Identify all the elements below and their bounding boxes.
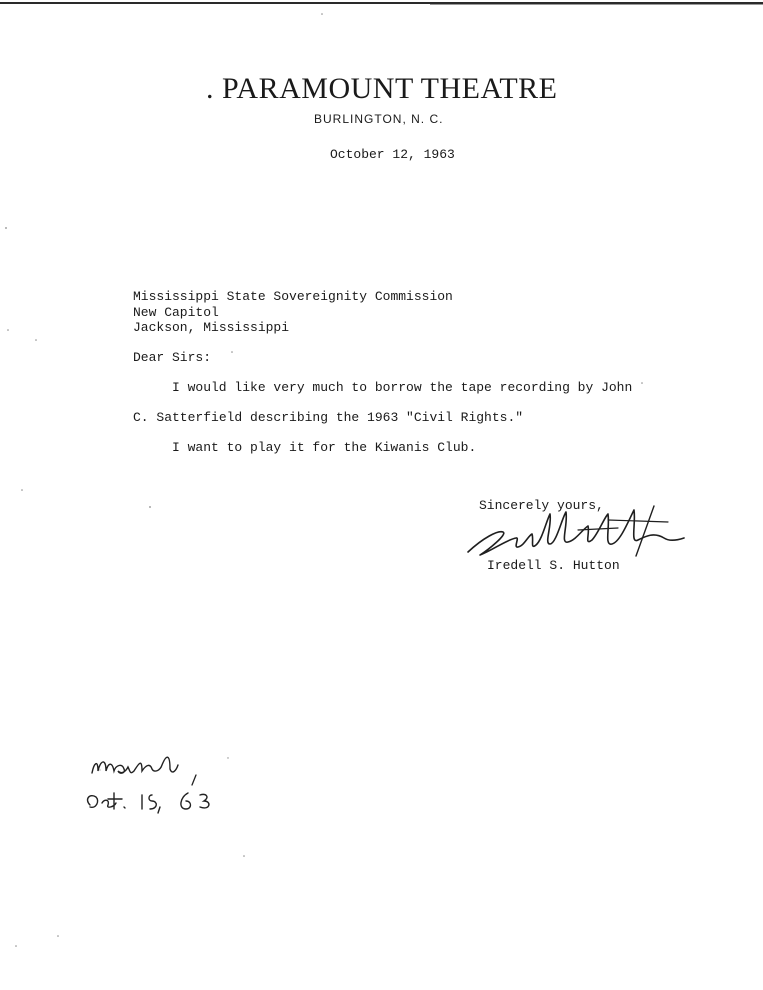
recipient-line-2: New Capitol — [133, 305, 219, 320]
letterhead-city: BURLINGTON, N. C. — [314, 112, 444, 126]
letterhead-name: . PARAMOUNT THEATRE — [206, 72, 558, 105]
closing: Sincerely yours, — [479, 498, 604, 513]
letter-date: October 12, 1963 — [330, 147, 455, 162]
body-line-1: I would like very much to borrow the tape recording by John — [172, 380, 633, 395]
body-line-3: I want to play it for the Kiwanis Club. — [172, 440, 477, 455]
scan-top-border-faint — [430, 4, 763, 5]
recipient-line-1: Mississippi State Sovereignity Commission — [133, 289, 453, 304]
signer-name: Iredell S. Hutton — [487, 558, 620, 573]
recipient-line-3: Jackson, Mississippi — [133, 320, 290, 335]
body-line-2: C. Satterfield describing the 1963 "Civil Rights." — [133, 410, 524, 425]
handwritten-mailed-note — [80, 745, 240, 825]
salutation: Dear Sirs: — [133, 350, 212, 365]
